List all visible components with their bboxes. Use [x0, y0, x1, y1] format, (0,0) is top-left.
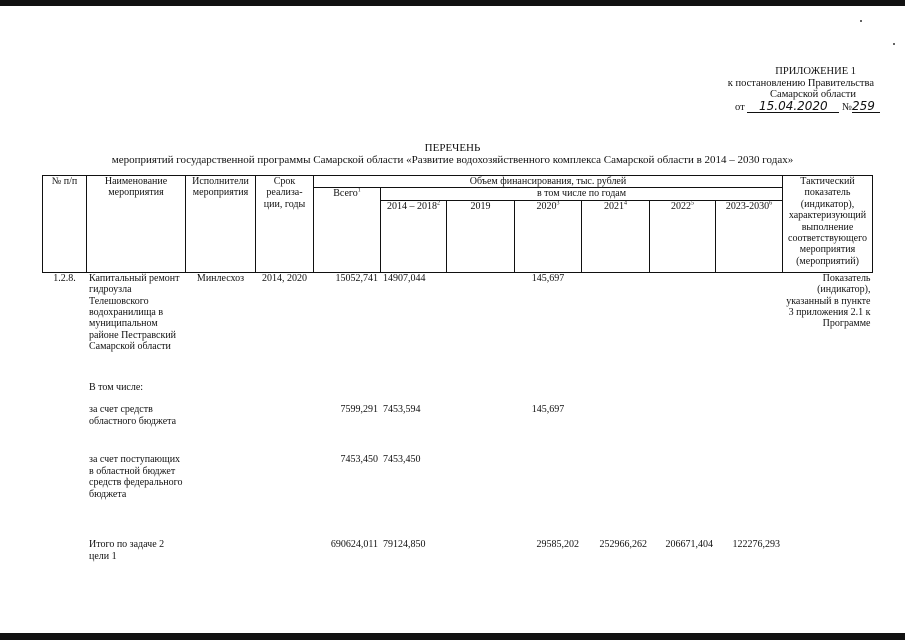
- row-y1: 79124,850: [383, 539, 426, 551]
- row-name: Итого по задаче 2 цели 1: [89, 539, 165, 562]
- row-y1: 7453,450: [383, 454, 421, 466]
- scan-bottom-edge: [0, 633, 905, 640]
- row-executor: Минлесхоз: [196, 272, 245, 284]
- row-y3: 145,697: [531, 272, 565, 284]
- year-label: 2022: [671, 200, 691, 212]
- document-title: ПЕРЕЧЕНЬ: [424, 142, 481, 154]
- row-name: за счет поступающих в областной бюджет средств федерального бюджета: [89, 454, 183, 500]
- row-total: 15052,741: [335, 272, 378, 284]
- year-label: 2014 – 2018: [387, 200, 437, 212]
- footnote-mark: 3: [556, 200, 560, 207]
- handwritten-date: 15.04.2020: [747, 101, 839, 114]
- row-indicator: Показатель (индикатор), указанный в пункте 3 приложения 2.1 к Программе: [786, 272, 871, 330]
- row-y6: 122276,293: [732, 539, 780, 551]
- header-year-2020: [515, 200, 582, 272]
- header-funding: Объем финансирования, тыс. рублей: [314, 176, 783, 188]
- header-year-2019: [447, 200, 515, 272]
- header-year-2014-2018: [381, 200, 447, 272]
- appendix-title: ПРИЛОЖЕНИЕ 1: [775, 66, 856, 77]
- row-y3: 145,697: [531, 404, 565, 416]
- appendix-block: [690, 66, 890, 113]
- scan-speck: [893, 43, 895, 45]
- row-y1: 14907,044: [383, 272, 426, 284]
- row-y3: 29585,202: [536, 539, 579, 551]
- row-y4: [582, 272, 650, 382]
- header-name: Наименование мероприятия: [87, 176, 186, 273]
- footnote-mark: 5: [691, 200, 694, 207]
- row-y5: [650, 272, 716, 382]
- row-name: за счет средств областного бюджета: [89, 404, 177, 427]
- row-term: 2014, 2020: [262, 272, 307, 284]
- handwritten-number: 259: [852, 101, 880, 114]
- header-term: Срок реализа-ции, годы: [256, 176, 314, 273]
- footnote-mark: 6: [769, 200, 773, 207]
- appendix-date-line: [690, 98, 880, 114]
- row-y5: 206671,404: [665, 539, 713, 551]
- header-year-2022: [650, 200, 716, 272]
- row-total: 7599,291: [340, 404, 378, 416]
- footnote-mark: 4: [624, 200, 627, 207]
- footnote-mark: 2: [437, 200, 440, 207]
- year-label: 2023-2030: [725, 200, 770, 212]
- row-y6: [716, 272, 783, 382]
- footnote-mark: 1: [357, 188, 361, 195]
- row-name: В том числе:: [89, 382, 144, 394]
- row-num: 1.2.8.: [53, 272, 76, 284]
- table-row: [43, 454, 873, 539]
- row-total: 7453,450: [340, 454, 378, 466]
- table-row: [43, 539, 873, 567]
- header-indicator: Тактический показатель (индикатор), характеризующий выполнение соответствующего мероприятия (мероприятий): [783, 176, 873, 273]
- header-by-years: в том числе по годам: [381, 188, 783, 200]
- row-y1: 7453,594: [383, 404, 421, 416]
- header-num: № п/п: [43, 176, 87, 273]
- measures-table: [42, 175, 873, 567]
- row-total: 690624,011: [330, 539, 378, 551]
- header-total: [314, 188, 381, 272]
- from-label: от: [735, 101, 745, 113]
- appendix-line-region: Самарской области: [770, 89, 856, 100]
- header-executors: Исполнители мероприятия: [186, 176, 256, 273]
- header-year-2021: [582, 200, 650, 272]
- appendix-line-resolution: к постановлению Правительства: [727, 77, 874, 89]
- document-subtitle: мероприятий государственной программы Самарской области «Развитие водохозяйственного комплекса Самарской области в 2014 – 2030 годах»: [111, 154, 794, 166]
- year-label: 2021: [604, 200, 624, 212]
- scan-speck: [860, 20, 862, 22]
- year-label: 2019: [470, 200, 491, 212]
- header-year-2023-2030: [716, 200, 783, 272]
- table-row: [43, 404, 873, 454]
- number-label: №: [841, 101, 852, 113]
- header-total-label: Всего: [333, 188, 358, 200]
- row-y2: [447, 272, 515, 382]
- row-y4: 252966,262: [599, 539, 647, 551]
- table-row: [43, 382, 873, 404]
- scan-top-edge: [0, 0, 905, 6]
- table-row: [43, 272, 873, 382]
- row-name: Капитальный ремонт гидроузла Телешовского водохранилища в муниципальном районе Пестравский Самарской области: [89, 272, 180, 353]
- year-label: 2020: [536, 200, 557, 212]
